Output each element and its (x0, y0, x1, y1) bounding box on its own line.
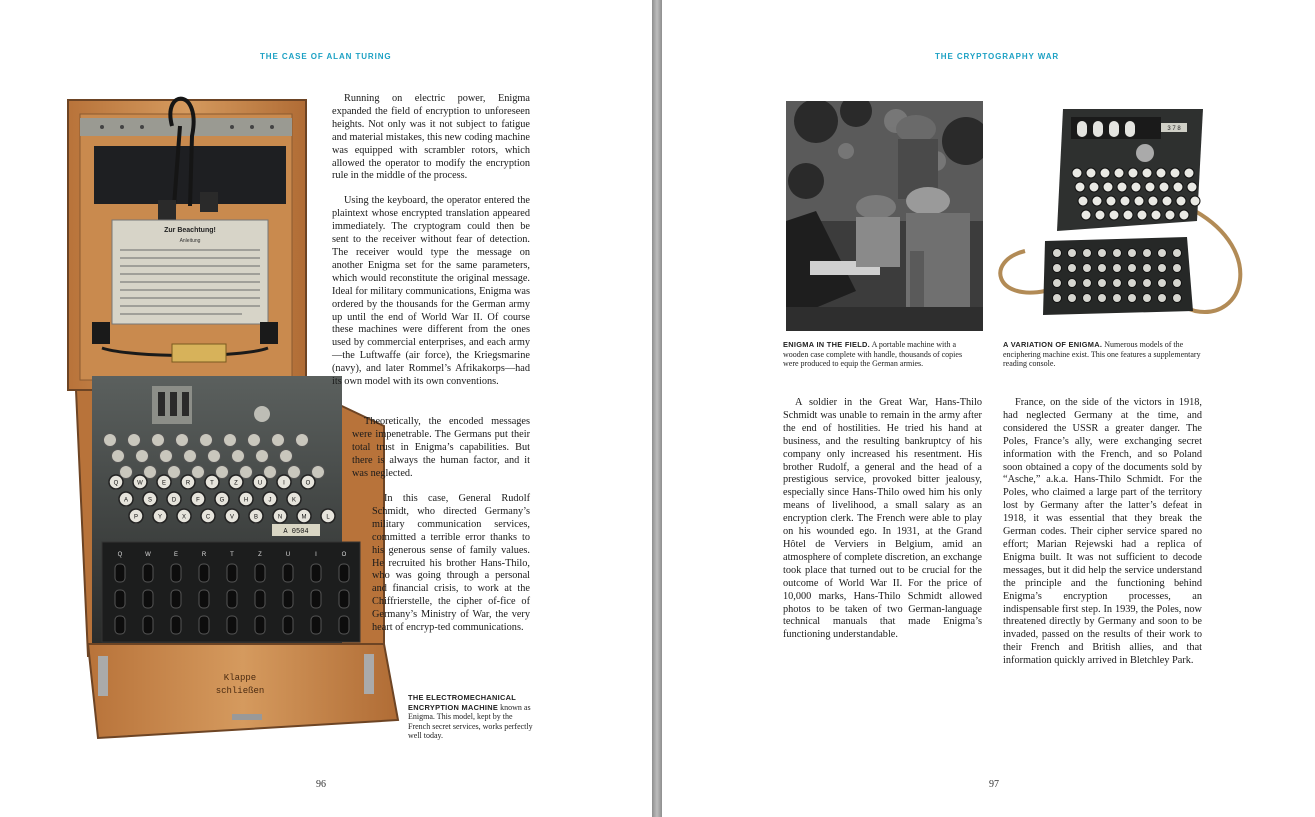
plug-letter: Q (117, 552, 123, 558)
reading-lamp (1143, 279, 1152, 288)
console-key (1117, 182, 1127, 192)
reading-lamp (1068, 294, 1077, 303)
plug-letter: T (230, 552, 234, 558)
plug-socket[interactable] (199, 616, 209, 634)
plug-letter: R (201, 552, 207, 558)
reading-lamp (1113, 279, 1122, 288)
console-key (1100, 168, 1110, 178)
right-page (662, 0, 1315, 817)
key-t[interactable] (205, 475, 219, 490)
console-key (1089, 182, 1099, 192)
console-key (1190, 196, 1200, 206)
plug-socket[interactable] (143, 616, 153, 634)
right-column-1 (783, 397, 982, 654)
key-letter: C (205, 514, 211, 521)
console-key (1072, 168, 1082, 178)
lamp (272, 434, 285, 447)
serial-plate: A 0504 (283, 528, 309, 536)
caption-variation-text: Numerous models of the enciphering machine exist. This one features a supplementary reading console. (1003, 340, 1201, 369)
plug-socket[interactable] (339, 590, 349, 608)
key-letter: W (137, 480, 143, 487)
reading-lamp (1128, 264, 1137, 273)
lamp (160, 450, 173, 463)
console-key (1176, 196, 1186, 206)
reading-lamp (1113, 264, 1122, 273)
page-gutter (652, 0, 662, 817)
console-key (1086, 168, 1096, 178)
reading-lamp (1143, 294, 1152, 303)
key-e[interactable] (157, 475, 171, 490)
key-a[interactable] (119, 492, 133, 507)
left-page (0, 0, 652, 817)
reading-lamp (1158, 294, 1167, 303)
caption-field-text: A portable machine with a wooden case complete with handle, thousands of copies were produced to equip the German armies. (783, 340, 963, 369)
console-key (1109, 210, 1119, 220)
key-letter: X (181, 514, 187, 521)
console-key (1103, 182, 1113, 192)
reading-lamp (1098, 279, 1107, 288)
console-key (1114, 168, 1124, 178)
console-key (1173, 182, 1183, 192)
key-letter: B (253, 514, 259, 521)
key-r[interactable] (181, 475, 195, 490)
key-letter: Y (157, 514, 163, 521)
key-z[interactable] (229, 475, 243, 490)
lamp (104, 434, 117, 447)
lamp (152, 434, 165, 447)
reading-lamp (1068, 264, 1077, 273)
plug-letter: W (145, 552, 151, 558)
reading-lamp (1083, 294, 1092, 303)
caption-enigma-field (783, 340, 979, 369)
lamp (232, 450, 245, 463)
reading-lamp (1158, 249, 1167, 258)
plug-socket[interactable] (311, 616, 321, 634)
plug-socket[interactable] (171, 590, 181, 608)
lamp (248, 434, 261, 447)
plug-socket[interactable] (283, 564, 293, 582)
paragraph-4: In this case, General Rudolf Schmidt, who directed Germany’s military communication services, committed a terrible error thanks to his generous sense of family values. He recruited his brother Hans-Thilo, who was going through a personal and financial crisis, to work at the Chiffrierstelle, the cipher of-fice of Germany’s Ministry of War, the very heart of encryp-ted communications. (372, 493, 530, 634)
caption-text: known as Enigma. This model, kept by the French secret services, works perfectly well today. (408, 702, 533, 741)
console-key (1078, 196, 1088, 206)
enigma-console-photo (985, 101, 1250, 333)
console-key (1131, 182, 1141, 192)
key-m[interactable] (297, 509, 311, 524)
right-column-2 (1003, 397, 1202, 680)
reading-lamp (1053, 249, 1062, 258)
console-key (1075, 182, 1085, 192)
plug-socket[interactable] (255, 564, 265, 582)
plate-subtitle: Anleitung (179, 238, 201, 244)
lamp (280, 450, 293, 463)
key-f[interactable] (191, 492, 205, 507)
key-letter: I (283, 480, 285, 487)
plug-socket[interactable] (255, 616, 265, 634)
console-key (1120, 196, 1130, 206)
key-s[interactable] (143, 492, 157, 507)
reading-lamp (1098, 294, 1107, 303)
plug-letter: E (173, 552, 179, 558)
console-key (1123, 210, 1133, 220)
page-number-right: 97 (989, 779, 999, 790)
reading-lamp (1098, 264, 1107, 273)
paragraph-1: Running on electric power, Enigma expanded the field of encryption to unforeseen heights. Not only was it not subject to fatigue and material mistakes, this new coding machine was equipped with scrambler rotors, which allowed the operator to modify the encryption rule in the middle of the process. (332, 93, 530, 182)
reading-lamp (1053, 294, 1062, 303)
plug-socket[interactable] (199, 564, 209, 582)
key-v[interactable] (225, 509, 239, 524)
caption-enigma-variation (1003, 340, 1203, 369)
console-key (1142, 168, 1152, 178)
flap-text-2: schließen (215, 686, 265, 696)
console-label: 3 7 8 (1167, 126, 1181, 132)
plug-socket[interactable] (115, 616, 125, 634)
running-head-left: THE CASE OF ALAN TURING (260, 52, 392, 61)
key-u[interactable] (253, 475, 267, 490)
console-key (1159, 182, 1169, 192)
plug-socket[interactable] (227, 616, 237, 634)
reading-lamp (1098, 249, 1107, 258)
key-h[interactable] (239, 492, 253, 507)
paragraph-3: Theoretically, the encoded messages were impenetrable. The Germans put their total trust in Enigma’s capabilities. But there is always the human factor, and it was neglected. (352, 416, 530, 479)
plug-letter: I (315, 552, 317, 558)
plug-socket[interactable] (171, 616, 181, 634)
reading-lamp (1083, 249, 1092, 258)
reading-lamp (1083, 264, 1092, 273)
lamp (224, 434, 237, 447)
key-w[interactable] (133, 475, 147, 490)
lamp (296, 434, 309, 447)
console-key (1095, 210, 1105, 220)
reading-lamp (1053, 264, 1062, 273)
plug-socket[interactable] (143, 564, 153, 582)
reading-lamp (1083, 279, 1092, 288)
key-j[interactable] (263, 492, 277, 507)
plug-socket[interactable] (227, 590, 237, 608)
lamp (176, 434, 189, 447)
console-key (1165, 210, 1175, 220)
lamp (128, 434, 141, 447)
plug-socket[interactable] (283, 590, 293, 608)
flap-text-1: Klappe (223, 673, 257, 683)
console-key (1081, 210, 1091, 220)
key-letter: Z (234, 480, 238, 487)
plug-socket[interactable] (171, 564, 181, 582)
key-letter: J (268, 497, 272, 504)
key-n[interactable] (273, 509, 287, 524)
plug-letter: U (285, 552, 291, 558)
key-i[interactable] (277, 475, 291, 490)
lamp (200, 434, 213, 447)
key-letter: F (196, 497, 200, 504)
key-letter: N (277, 514, 283, 521)
lamp (136, 450, 149, 463)
plug-socket[interactable] (115, 564, 125, 582)
caption-field-title: ENIGMA IN THE FIELD. (783, 340, 871, 349)
reading-lamp (1128, 279, 1137, 288)
key-letter: V (229, 514, 235, 521)
reading-lamp (1173, 279, 1182, 288)
plug-socket[interactable] (199, 590, 209, 608)
key-letter: K (291, 497, 297, 504)
plate-title: Zur Beachtung! (164, 227, 216, 234)
key-p[interactable] (129, 509, 143, 524)
right-paragraph-2: France, on the side of the victors in 1918, had neglected Germany at the time, and considered the USSR a greater danger. The Poles, France’s ally, were exchanging secret information with the French, and so Poland soon obtained a copy of the documents sold by “Asche,” a.k.a. Hans-Thilo Schmidt. For the Poles, who claimed a large part of the territory lost by Germany after the latter’s defeat in 1918, it was essential that they break the German codes. Their cipher service spared no effort; Marian Rejewski had a replica of Enigma built. It was not sufficient to decode messages, but it did help the service understand the principle and the functioning behind Enigma’s encryption processes, an indispensable first step. In 1939, the Poles, now threatened directly by Germany and soon to be invaded, passed on the results of their work to their French and British allies, and that information quickly arrived in Bletchley Park. (1003, 397, 1202, 667)
plug-socket[interactable] (283, 616, 293, 634)
running-head-right: THE CRYPTOGRAPHY WAR (935, 52, 1060, 61)
console-key (1184, 168, 1194, 178)
reading-lamp (1068, 279, 1077, 288)
soldiers-field-photo (786, 101, 983, 331)
key-letter: D (171, 497, 177, 504)
reading-lamp (1143, 264, 1152, 273)
plug-socket[interactable] (255, 590, 265, 608)
lamp (184, 450, 197, 463)
key-letter: G (219, 497, 225, 504)
key-b[interactable] (249, 509, 263, 524)
caption-title: THE ELECTROMECHANICAL ENCRYPTION MACHINE (408, 693, 516, 712)
key-letter: P (133, 514, 139, 521)
key-g[interactable] (215, 492, 229, 507)
console-key (1137, 210, 1147, 220)
reading-lamp (1068, 249, 1077, 258)
console-key (1148, 196, 1158, 206)
lamp (256, 450, 269, 463)
lamp (112, 450, 125, 463)
console-key (1162, 196, 1172, 206)
key-q[interactable] (109, 475, 123, 490)
plug-socket[interactable] (339, 616, 349, 634)
console-key (1179, 210, 1189, 220)
key-letter: M (301, 514, 307, 521)
console-key (1092, 196, 1102, 206)
key-c[interactable] (201, 509, 215, 524)
key-letter: U (257, 480, 263, 487)
reading-lamp (1173, 294, 1182, 303)
left-column-middle (352, 416, 530, 493)
left-column-bottom (372, 493, 530, 647)
console-key (1156, 168, 1166, 178)
key-letter: S (147, 497, 153, 504)
right-paragraph-1: A soldier in the Great War, Hans-Thilo Schmidt was unable to remain in the army after the end of hostilities. He tried his hand at business, and the resulting bankruptcy of his company only increased his resentment. His brother Rudolf, a general and the head of a prestigious service, provoked bitter jealousy, especially since Hans-Thilo owed him his only means of livelihood, a small salary as an encryption clerk. The French were able to play on his wounded ego. In 1931, at the Grand Hôtel de Verviers in Belgium, amid an atmosphere of complete discretion, an exchange took place that turned out to be crucial for the outcome of World War II. For the price of 10,000 marks, Hans-Thilo Schmidt allowed photos to be taken of two German-language technical manuals that made Enigma’s functioning understandable. (783, 397, 982, 641)
console-key (1151, 210, 1161, 220)
console-key (1128, 168, 1138, 178)
plug-socket[interactable] (339, 564, 349, 582)
plug-letter: O (341, 552, 347, 558)
key-letter: A (123, 497, 129, 504)
key-letter: H (243, 497, 249, 504)
reading-lamp (1128, 294, 1137, 303)
reading-lamp (1128, 249, 1137, 258)
key-letter: Q (113, 480, 119, 487)
enigma-machine-caption (408, 693, 533, 741)
plug-socket[interactable] (311, 590, 321, 608)
plug-socket[interactable] (311, 564, 321, 582)
key-o[interactable] (301, 475, 315, 490)
key-letter: L (326, 514, 330, 521)
lamp (208, 450, 221, 463)
key-l[interactable] (321, 509, 335, 524)
plug-socket[interactable] (227, 564, 237, 582)
key-letter: O (305, 480, 311, 487)
console-key (1134, 196, 1144, 206)
reading-lamp (1053, 279, 1062, 288)
plug-socket[interactable] (115, 590, 125, 608)
key-letter: E (161, 480, 167, 487)
reading-lamp (1113, 249, 1122, 258)
plugboard (115, 552, 349, 634)
reading-lamp (1113, 294, 1122, 303)
key-letter: R (185, 480, 191, 487)
key-letter: T (210, 480, 214, 487)
console-key (1187, 182, 1197, 192)
key-x[interactable] (177, 509, 191, 524)
reading-lamp (1173, 264, 1182, 273)
key-k[interactable] (287, 492, 301, 507)
console-key (1106, 196, 1116, 206)
caption-variation-title: A VARIATION OF ENIGMA. (1003, 340, 1103, 349)
key-d[interactable] (167, 492, 181, 507)
reading-lamp (1173, 249, 1182, 258)
console-key (1145, 182, 1155, 192)
key-y[interactable] (153, 509, 167, 524)
reading-lamp (1143, 249, 1152, 258)
reading-lamp (1158, 279, 1167, 288)
paragraph-2: Using the keyboard, the operator entered the plaintext whose encrypted translation appeared immediately. The cryptogram could then be sent to the receiver without fear of detection. The receiver would type the message on another Enigma set for the same parameters, which would reconstitute the original message. Ideal for military communications, Enigma was ordered by the thousands for the German army up until the end of World War II. Of course these machines were different from the ones used by commercial enterprises, and each army—the Luftwaffe (air force), the Kriegsmarine (navy), and later Rommel’s Afrikakorps—had its own model with its own conventions. (332, 195, 530, 388)
page-number-left: 96 (316, 779, 326, 790)
reading-lamp (1158, 264, 1167, 273)
left-column-top (332, 93, 530, 401)
plug-socket[interactable] (143, 590, 153, 608)
plug-letter: Z (258, 552, 262, 558)
console-key (1170, 168, 1180, 178)
